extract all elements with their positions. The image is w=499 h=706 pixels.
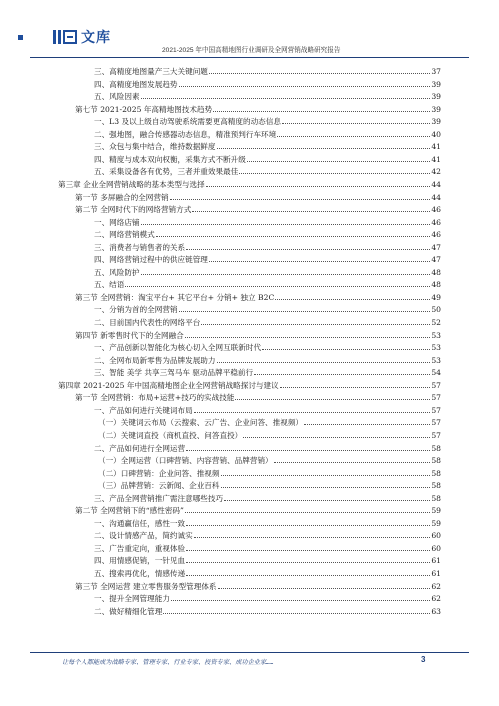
toc-entry-page: 48	[431, 280, 441, 290]
toc-leader-dots	[275, 299, 430, 300]
toc-entry-label: 一、沟通赢信任，感性一致	[94, 518, 186, 528]
toc-entry-page: 39	[431, 79, 441, 89]
page-header	[0, 0, 499, 62]
toc-leader-dots	[218, 588, 431, 589]
toc-leader-dots	[201, 324, 430, 325]
toc-entry-label: 三、产品全网营销推广需注意哪些技巧	[94, 493, 224, 503]
toc-entry-page: 60	[431, 531, 441, 541]
toc-entry[interactable]	[98, 466, 441, 478]
toc-entry-page: 52	[431, 318, 441, 327]
toc-leader-dots	[185, 512, 430, 513]
page-number: 3	[421, 655, 426, 664]
toc-entry[interactable]	[94, 566, 441, 578]
toc-entry-label: 二、做好精细化管理	[94, 606, 163, 616]
footer-slogan: 让每个人都能成为战略专家、管理专家、行业专家、投资专家、成功企业家……	[62, 659, 274, 666]
logo-square-icon	[18, 35, 23, 40]
toc-leader-dots	[217, 362, 431, 363]
toc-entry[interactable]	[94, 302, 441, 314]
toc-entry-label: 四、精度与成本双向权衡，采集方式不断升级	[94, 154, 246, 164]
toc-entry-page: 62	[431, 594, 441, 604]
toc-entry[interactable]	[94, 591, 441, 603]
toc-entry[interactable]	[94, 89, 441, 101]
toc-entry[interactable]	[94, 353, 441, 365]
toc-entry-page: 60	[431, 543, 441, 553]
toc-entry[interactable]	[75, 202, 441, 214]
toc-leader-dots	[274, 462, 431, 463]
toc-entry-label: 五、风险防护	[94, 267, 140, 277]
toc-leader-dots	[179, 86, 431, 87]
toc-entry[interactable]	[75, 390, 441, 402]
toc-entry[interactable]	[94, 528, 441, 540]
toc-entry-label: 三、高精度地图量产三大关键问题	[94, 67, 208, 76]
toc-entry-page: 37	[431, 67, 441, 76]
toc-entry[interactable]	[94, 441, 441, 453]
toc-entry-label: 第三节 全网运营 建立零售服务型管理体系	[75, 581, 217, 591]
toc-entry-page: 39	[431, 104, 441, 114]
toc-entry-label: 第七节 2021-2025 年高精地图技术趋势	[75, 104, 213, 114]
toc-entry-page: 46	[431, 205, 441, 215]
toc-entry-page: 58	[431, 493, 441, 503]
toc-entry[interactable]	[75, 579, 441, 591]
toc-entry-label: （二）口碑营销：企业问答、推视频	[98, 468, 220, 478]
toc-entry-page: 49	[431, 292, 441, 302]
toc-entry[interactable]	[94, 252, 441, 264]
toc-entry-label: 三、消费者与销售者的关系	[94, 242, 186, 252]
toc-entry-page: 61	[431, 556, 441, 566]
toc-leader-dots	[179, 311, 431, 312]
toc-entry[interactable]	[98, 478, 441, 490]
toc-leader-dots	[141, 98, 431, 99]
toc-entry-label: 第四节 新零售时代下的全网融合	[75, 330, 184, 340]
toc-entry-page: 57	[431, 405, 441, 415]
toc-entry[interactable]	[94, 265, 441, 277]
toc-entry[interactable]	[75, 328, 441, 340]
toc-entry[interactable]	[94, 553, 441, 565]
toc-leader-dots	[277, 136, 430, 137]
toc-entry-page: 57	[431, 418, 441, 428]
toc-entry-label: 三、众包与集中结合，维持数据鲜度	[94, 142, 216, 152]
toc-entry-label: 二、网络营销模式	[94, 230, 155, 240]
toc-entry[interactable]	[94, 164, 441, 176]
toc-leader-dots	[186, 450, 430, 451]
toc-entry-label: 一、提升全网管理能力	[94, 594, 170, 604]
toc-entry-page: 47	[431, 242, 441, 252]
toc-entry-label: 三、广告重定向，重视体验	[94, 543, 186, 553]
toc-leader-dots	[213, 111, 430, 112]
toc-entry-page: 46	[431, 217, 441, 227]
toc-entry-label: 第四章 2021-2025 年中国高精地图企业全网营销战略探讨与建议	[58, 380, 279, 390]
toc-entry[interactable]	[94, 541, 441, 553]
toc-entry[interactable]	[75, 503, 441, 515]
toc-entry-label: 五、风险因素	[94, 92, 140, 102]
toc-entry[interactable]	[58, 378, 441, 390]
toc-leader-dots	[163, 613, 430, 614]
toc-entry-page: 57	[431, 430, 441, 440]
toc-entry[interactable]	[94, 365, 441, 377]
toc-entry[interactable]	[94, 315, 441, 327]
toc-leader-dots	[170, 199, 431, 200]
toc-entry-page: 58	[431, 456, 441, 466]
toc-entry-label: （一）全网运营（口碑营销、内容营销、品牌营销）	[98, 456, 273, 466]
toc-entry-label: 第一节 全网营销：布局+运营+技巧的实战技能	[75, 393, 235, 403]
toc-entry-page: 53	[431, 330, 441, 340]
header-divider	[30, 57, 469, 58]
toc-entry[interactable]	[94, 77, 441, 89]
toc-entry-page: 44	[431, 179, 441, 189]
toc-leader-dots	[221, 475, 431, 476]
toc-entry-label: 二、强地图，融合传感器动态信息，精准预判行车环境	[94, 129, 277, 139]
toc-entry-page: 58	[431, 443, 441, 453]
toc-leader-dots	[194, 537, 431, 538]
toc-leader-dots	[125, 286, 430, 287]
logo-mark-icon	[53, 29, 81, 45]
toc-entry-label: 五、搜索再优化，情感传递	[94, 569, 186, 578]
toc-entry-label: 一、产品创新以智能化为核心切入全网互联新时代	[94, 343, 262, 353]
toc-entry-page: 46	[431, 230, 441, 240]
toc-entry-page: 57	[431, 380, 441, 390]
toc-leader-dots	[243, 437, 430, 438]
report-title: 2021-2025 年中国高精地图行业调研及全网营销战略研究报告	[162, 47, 341, 54]
toc-leader-dots	[192, 211, 430, 212]
toc-entry[interactable]	[75, 290, 441, 302]
toc-leader-dots	[221, 487, 431, 488]
toc-entry[interactable]	[75, 102, 441, 114]
toc-leader-dots	[206, 186, 431, 187]
toc-entry[interactable]	[94, 215, 441, 227]
toc-entry[interactable]	[98, 415, 441, 427]
toc-entry[interactable]	[94, 64, 441, 76]
toc-leader-dots	[156, 236, 431, 237]
toc-entry-page: 48	[431, 267, 441, 277]
footer-divider	[30, 652, 469, 653]
toc-entry-label: （一）关键词云布局（云搜索、云广告、企业问答、推视频）	[98, 418, 304, 428]
toc-entry-page: 39	[431, 92, 441, 102]
toc-entry-label: 第三章 企业全网营销战略的基本类型与选择	[58, 179, 205, 189]
toc-entry-label: 二、全网布局新零售为品牌发展助力	[94, 355, 216, 365]
toc-leader-dots	[209, 73, 430, 74]
toc-leader-dots	[262, 349, 430, 350]
toc-leader-dots	[282, 123, 430, 124]
toc-entry-label: 五、采集设备各有优势，三者并重效果最佳	[94, 167, 239, 177]
toc-entry-label: 第二节 全网营销下的“感性密码”	[75, 506, 184, 516]
toc-entry[interactable]	[94, 114, 441, 126]
toc-entry-label: 一、网络店铺	[94, 217, 140, 227]
toc-leader-dots	[141, 274, 431, 275]
toc-entry[interactable]	[94, 516, 441, 528]
toc-leader-dots	[239, 173, 430, 174]
toc-entry-label: 第三节 全网营销：淘宝平台+ 其它平台+ 分销+ 独立 B2C	[75, 292, 275, 302]
logo-text: 文库	[81, 29, 111, 45]
toc-entry-label: 一、产品如何进行关键词布局	[94, 405, 193, 415]
toc-entry-label: 四、高精度地图发展趋势	[94, 79, 178, 89]
toc-entry-page: 53	[431, 343, 441, 353]
toc-entry-page: 40	[431, 129, 441, 139]
toc-leader-dots	[186, 550, 430, 551]
toc-entry[interactable]	[94, 240, 441, 252]
toc-entry-page: 58	[431, 481, 441, 491]
toc-leader-dots	[254, 374, 430, 375]
toc-entry-page: 58	[431, 468, 441, 478]
toc-entry[interactable]	[75, 190, 441, 202]
toc-entry-page: 53	[431, 355, 441, 365]
toc-entry[interactable]	[94, 139, 441, 151]
toc-entry-label: 第二节 全网时代下的网络营销方式	[75, 205, 192, 215]
toc-entry-page: 57	[431, 393, 441, 403]
toc-entry-label: 四、网络营销过程中的供应链管理	[94, 255, 208, 265]
toc-entry-label: 一、分销为首的全网营销	[94, 305, 178, 315]
toc-entry-label: 三、智能 美学 共享三驾马车 驱动品牌平稳前行	[94, 368, 254, 378]
toc-entry-label: 五、结语	[94, 280, 125, 290]
toc-leader-dots	[304, 424, 430, 425]
toc-entry-page: 47	[431, 255, 441, 265]
toc-entry[interactable]	[94, 340, 441, 352]
toc-entry-page: 42	[431, 167, 441, 177]
toc-entry[interactable]	[94, 403, 441, 415]
toc-entry[interactable]	[94, 277, 441, 289]
toc-leader-dots	[141, 224, 431, 225]
toc-leader-dots	[217, 148, 431, 149]
toc-entry-page: 62	[431, 581, 441, 591]
toc-entry[interactable]	[94, 491, 441, 503]
toc-entry-label: 二、设计情感产品，简约诚实	[94, 531, 193, 541]
toc-entry[interactable]	[98, 428, 441, 440]
toc-leader-dots	[185, 337, 431, 338]
toc-leader-dots	[171, 600, 430, 601]
toc-entry-label: 二、产品如何进行全网运营	[94, 443, 186, 453]
toc-leader-dots	[186, 249, 430, 250]
toc-entry[interactable]	[98, 453, 441, 465]
toc-entry-page: 59	[431, 518, 441, 528]
toc-leader-dots	[186, 562, 430, 563]
toc-entry-page: 59	[431, 506, 441, 516]
toc-entry-page: 44	[431, 192, 441, 202]
toc-entry-page: 39	[431, 117, 441, 127]
toc-entry[interactable]	[94, 604, 441, 616]
toc-leader-dots	[194, 412, 431, 413]
toc-entry-label: 第一节 多屏融合的全网营销	[75, 192, 169, 202]
toc-leader-dots	[209, 261, 430, 262]
toc-entry[interactable]	[58, 177, 441, 189]
toc-entry[interactable]	[94, 127, 441, 139]
toc-leader-dots	[235, 399, 430, 400]
toc-entry-label: 四、用情感促销，一针见血	[94, 556, 186, 566]
toc-entry-label: （二）关键词直投（商机直投、问答直投）	[98, 430, 243, 440]
toc-entry-page: 41	[431, 154, 441, 164]
toc-leader-dots	[224, 500, 430, 501]
toc-entry-label: （三）品牌营销：云新闻、企业百科	[98, 481, 220, 491]
toc-entry[interactable]	[94, 227, 441, 239]
toc-entry-label: 二、目前国内代表性的网络平台	[94, 318, 201, 327]
toc-entry-page: 61	[431, 569, 441, 578]
toc-entry-page: 54	[431, 368, 441, 378]
wenku-logo[interactable]	[16, 28, 111, 46]
toc-entry-page: 41	[431, 142, 441, 152]
toc-entry[interactable]	[94, 152, 441, 164]
toc-entry-page: 63	[431, 606, 441, 616]
toc-entry-page: 50	[431, 305, 441, 315]
toc-leader-dots	[280, 387, 431, 388]
toc-leader-dots	[186, 525, 430, 526]
toc-leader-dots	[247, 161, 430, 162]
toc-entry-label: 一、L3 及以上级自动驾驶系统需要更高精度的动态信息	[94, 117, 281, 127]
toc-leader-dots	[186, 575, 430, 576]
